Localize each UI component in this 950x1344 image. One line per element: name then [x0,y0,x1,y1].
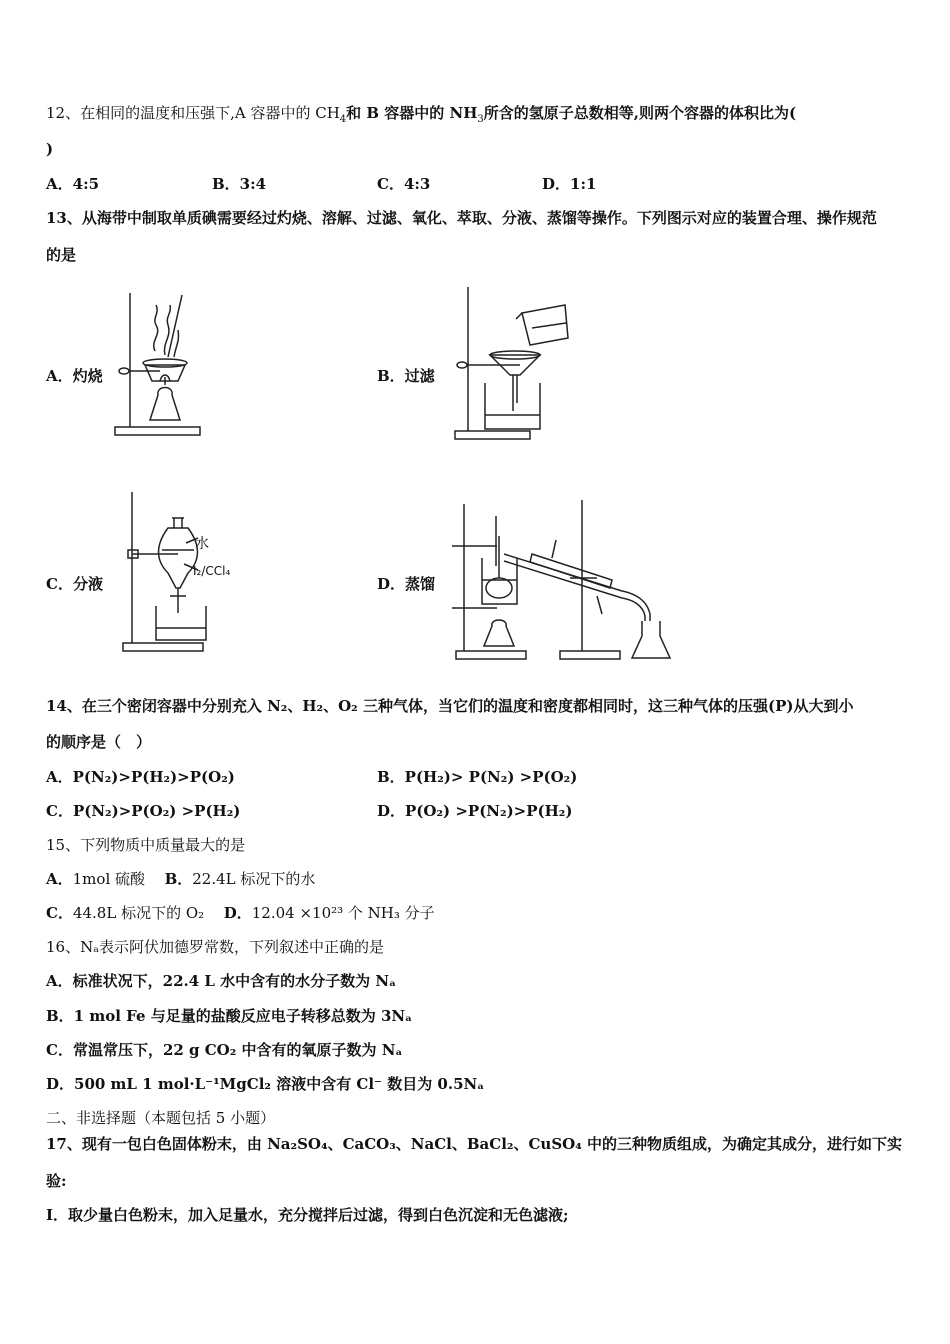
q15-text-c: 44.8L 标况下的 O₂ [72,904,205,922]
q12-stem-b: 和 B 容器中的 NH [346,104,478,122]
q15-line1 [46,869,315,889]
q14-option-b: B．P(H₂)> P(N₂) >P(O₂) [377,768,578,786]
q12-stem-a: 12、在相同的温度和压强下,A 容器中的 CH [46,104,340,122]
section2-title: 二、非选择题（本题包括 5 小题） [46,1109,276,1127]
q16-stem: 16、Nₐ表示阿伏加德罗常数，下列叙述中正确的是 [46,938,385,956]
q17-stem-line1: 17、现有一包白色固体粉末，由 Na₂SO₄、CaCO₃、NaCl、BaCl₂、CuSO₄ 中的三种物质组成，为确定其成分，进行如下实 [46,1135,903,1153]
q15-label-b: B． [164,870,193,888]
q16-option-c: C．常温常压下，22 g CO₂ 中含有的氧原子数为 Nₐ [46,1041,403,1059]
q15-text-d: 12.04 ×10²³ 个 NH₃ 分子 [251,904,435,922]
q15-label-c: C． [46,904,73,922]
q16-option-a: A．标准状况下，22.4 L 水中含有的水分子数为 Nₐ [46,972,397,990]
q15-stem: 15、下列物质中质量最大的是 [46,836,246,854]
q15-label-a: A． [46,870,73,888]
q12-stem-c: 所含的氢原子总数相等,则两个容器的体积比为( [483,104,797,122]
q13-label-a: A．灼烧 [46,367,103,385]
figure-distillation-apparatus [452,496,682,666]
q12-option-d: D．1:1 [542,175,597,193]
q14-option-c: C．P(N₂)>P(O₂) >P(H₂) [46,802,241,820]
figure-separation-apparatus [118,488,258,658]
q14-option-d: D．P(O₂) >P(N₂)>P(H₂) [377,802,573,820]
q15-text-b: 22.4L 标况下的水 [192,870,316,888]
q14-option-a: A．P(N₂)>P(H₂)>P(O₂) [46,768,235,786]
q17-step1: Ⅰ．取少量白色粉末，加入足量水，充分搅拌后过滤，得到白色沉淀和无色滤液; [46,1206,569,1224]
q13-stem-line1: 13、从海带中制取单质碘需要经过灼烧、溶解、过滤、氧化、萃取、分液、蒸馏等操作。下列图示对应的装置合理、操作规范 [46,209,877,227]
q14-stem-line1: 14、在三个密闭容器中分别充入 N₂、H₂、O₂ 三种气体，当它们的温度和密度都相同时，这三种气体的压强(P)从大到小 [46,697,854,715]
q15-text-a: 1mol 硫酸 [72,870,146,888]
q12-sub3: 3 [477,114,484,125]
label-i2-ccl4: I₂/CCl₄ [193,564,231,578]
q14-stem-line2: 的顺序是（ ） [46,733,152,751]
q12-stem [46,103,796,130]
q15-label-d: D． [223,904,252,922]
q12-stem-end: ) [46,140,54,158]
q13-label-d: D．蒸馏 [377,575,436,593]
q13-stem-line2: 的是 [46,246,77,264]
q16-option-b: B．1 mol Fe 与足量的盐酸反应电子转移总数为 3Nₐ [46,1007,413,1025]
q13-label-c: C．分液 [46,575,103,593]
q12-option-c: C．4:3 [377,175,431,193]
q13-label-b: B．过滤 [377,367,435,385]
label-water: 水 [195,536,209,552]
q17-stem-line2: 验: [46,1172,67,1190]
figure-filtration-apparatus [450,283,580,443]
q12-option-b: B．3:4 [212,175,267,193]
q12-option-a: A．4:5 [46,175,100,193]
q12-sub4: 4 [339,114,347,125]
q15-line2 [46,903,435,923]
figure-burning-apparatus [110,285,210,440]
q16-option-d: D．500 mL 1 mol·L⁻¹MgCl₂ 溶液中含有 Cl⁻ 数目为 0.5Nₐ [46,1075,485,1093]
